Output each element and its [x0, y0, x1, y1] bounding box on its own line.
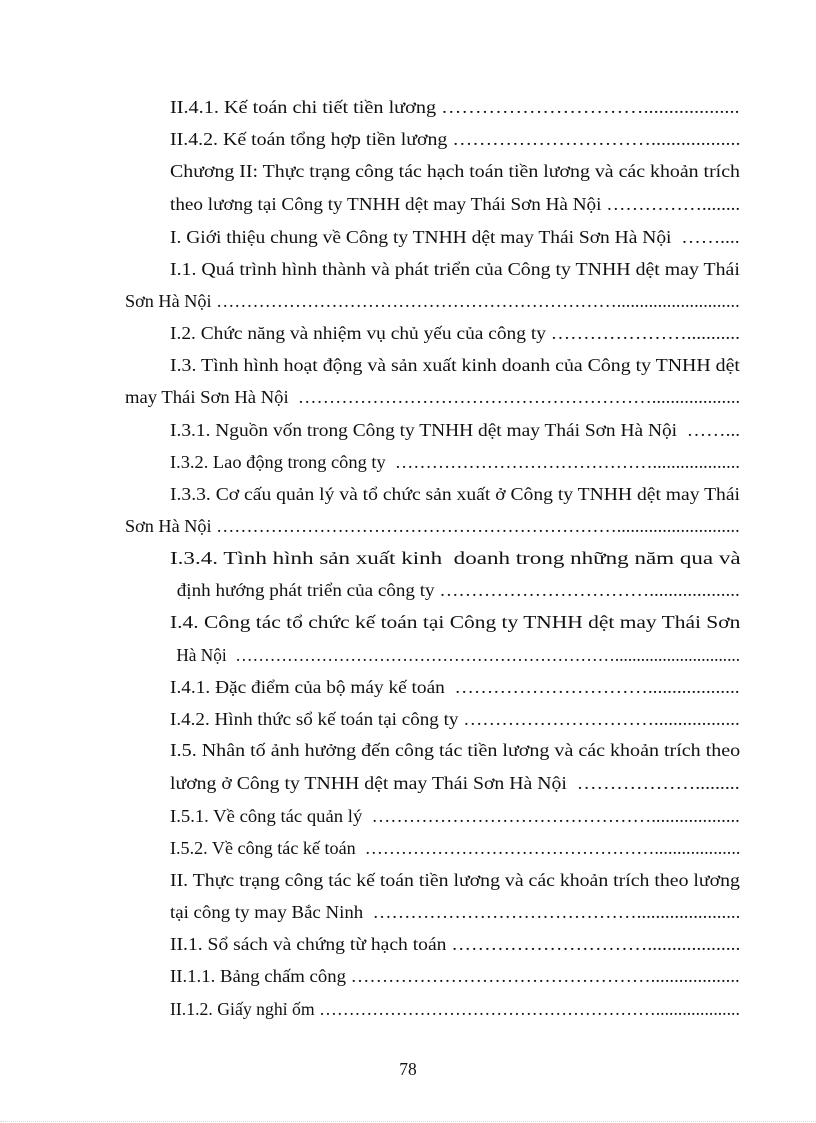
page-number: 78 — [399, 1059, 417, 1079]
toc-entry: II.1.2. Giấy nghỉ ốm …………………………………………………................... — [170, 999, 740, 1019]
toc-entry: II.1. Sổ sách và chứng từ hạch toán …………………………................... — [170, 934, 741, 954]
page-bottom-divider — [0, 1121, 816, 1122]
toc-entry: lương ở Công ty TNHH dệt may Thái Sơn Hà Nội ………………......... — [170, 773, 740, 793]
toc-entry: tại công ty may Bắc Ninh ……………………………………...................... — [170, 902, 741, 922]
toc-entry: Chương II: Thực trạng công tác hạch toán tiền lương và các khoản trích — [170, 161, 740, 181]
toc-entry: I.2. Chức năng và nhiệm vụ chủ yếu của công ty …………………........... — [170, 323, 740, 343]
toc-entry: I.3.1. Nguồn vốn trong Công ty TNHH dệt may Thái Sơn Hà Nội ……... — [170, 420, 741, 440]
toc-entry: I.4. Công tác tổ chức kế toán tại Công ty TNHH dệt may Thái Sơn — [170, 612, 741, 632]
toc-entry: II.4.1. Kế toán chi tiết tiền lương …………………………................... — [170, 97, 740, 117]
toc-entry: định hướng phát triển của công ty ……………………………................... — [172, 580, 740, 600]
toc-entry: I.3.4. Tình hình sản xuất kinh doanh trong những năm qua và — [170, 548, 741, 568]
toc-entry: may Thái Sơn Hà Nội …………………………………………………................... — [125, 387, 741, 407]
toc-entry: I.4.1. Đặc điểm của bộ máy kế toán …………………………................... — [170, 677, 740, 697]
toc-entry: I. Giới thiệu chung về Công ty TNHH dệt may Thái Sơn Hà Nội …….... — [170, 227, 740, 247]
toc-entry: I.3. Tình hình hoạt động và sản xuất kinh doanh của Công ty TNHH dệt — [170, 355, 740, 375]
toc-entry: Sơn Hà Nội …………………………………………………………........................... — [125, 516, 740, 536]
toc-entry: II. Thực trạng công tác kế toán tiền lương và các khoản trích theo lương — [170, 870, 740, 890]
toc-entry: I.5.1. Về công tác quản lý ………………………………………................... — [170, 806, 740, 826]
toc-entry: Sơn Hà Nội …………………………………………………………........................... — [125, 291, 740, 311]
toc-entry: I.3.2. Lao động trong công ty ……………………………………................... — [170, 452, 740, 472]
toc-entry: II.1.1. Bảng chấm công …………………………………………................... — [170, 966, 740, 986]
toc-entry: I.3.3. Cơ cấu quản lý và tổ chức sản xuất ở Công ty TNHH dệt may Thái — [170, 484, 740, 504]
toc-entry: I.4.2. Hình thức sổ kế toán tại công ty ………………………….................. — [170, 709, 740, 729]
toc-entry: I.5. Nhân tố ảnh hưởng đến công tác tiền lương và các khoản trích theo — [170, 740, 741, 760]
toc-entry: I.5.2. Về công tác kế toán …………………………………………................... — [170, 838, 741, 858]
toc-entry: Hà Nội …………………………………………………………............................. — [172, 645, 741, 665]
toc-entry: II.4.2. Kế toán tổng hợp tiền lương ………………………….................. — [170, 129, 741, 149]
toc-entry: I.1. Quá trình hình thành và phát triển của Công ty TNHH dệt may Thái — [170, 259, 740, 279]
toc-entry: theo lương tại Công ty TNHH dệt may Thái Sơn Hà Nội ……………........ — [170, 194, 741, 214]
